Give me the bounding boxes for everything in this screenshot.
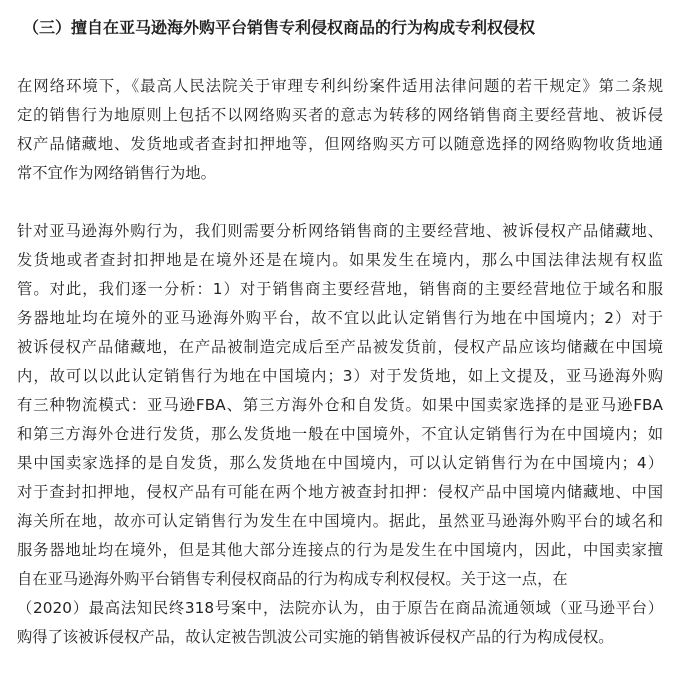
paragraph-line: 定的销售行为地原则上包括不以网络购买者的意志为转移的网络销售商主要经营地、被诉侵	[17, 106, 663, 124]
paragraph-line: 对于查封扣押地，侵权产品有可能在两个地方被查封扣押：侵权产品中国境内储藏地、中国	[17, 483, 663, 501]
paragraph-line: 自在亚马逊海外购平台销售专利侵权商品的行为构成专利权侵权。关于这一点，在	[17, 570, 568, 588]
paragraph-line: 内，故可以以此认定销售行为地在中国境内；3）对于发货地，如上文提及，亚马逊海外购	[17, 367, 663, 385]
paragraph-line: 购得了该被诉侵权产品，故认定被告凯波公司实施的销售被诉侵权产品的行为构成侵权。	[17, 628, 614, 646]
paragraph-line: 常不宜作为网络销售行为地。	[17, 164, 216, 182]
paragraph-line: 针对亚马逊海外购行为，我们则需要分析网络销售商的主要经营地、被诉侵权产品储藏地、	[17, 222, 663, 240]
paragraph-line: 果中国卖家选择的是自发货，那么发货地在中国境内，可以认定销售行为在中国境内；4）	[17, 454, 663, 472]
section-heading: （三）擅自在亚马逊海外购平台销售专利侵权商品的行为构成专利权侵权	[23, 18, 536, 37]
paragraph-line: 发货地或者查封扣押地是在境外还是在境内。如果发生在境内，那么中国法律法规有权监	[17, 251, 663, 269]
paragraph-line: 在网络环境下，《最高人民法院关于审理专利纠纷案件适用法律问题的若干规定》第二条规	[17, 77, 663, 95]
paragraph-line: 和第三方海外仓进行发货，那么发货地一般在中国境外，不宜认定销售行为在中国境内；如	[17, 425, 663, 443]
paragraph-line: 有三种物流模式：亚马逊FBA、第三方海外仓和自发货。如果中国卖家选择的是亚马逊FBA	[17, 396, 663, 414]
paragraph-line: 海关所在地，故亦可认定销售行为发生在中国境内。据此，虽然亚马逊海外购平台的域名和	[17, 512, 663, 530]
paragraph-line: 管。对此，我们逐一分析：1）对于销售商主要经营地，销售商的主要经营地位于域名和服	[17, 280, 663, 298]
paragraph-line: 服务器地址均在境外，但是其他大部分连接点的行为是发生在中国境内，因此，中国卖家擅	[17, 541, 663, 559]
paragraph-1	[17, 72, 663, 188]
paragraph-2	[17, 217, 663, 652]
paragraph-line: 权产品储藏地、发货地或者查封扣押地等，但网络购买方可以随意选择的网络购物收货地通	[17, 135, 663, 153]
paragraph-line: （2020）最高法知民终318号案中，法院亦认为，由于原告在商品流通领域（亚马逊平台）	[17, 599, 663, 617]
paragraph-line: 务器地址均在境外的亚马逊海外购平台，故不宜以此认定销售行为地在中国境内；2）对于	[17, 309, 663, 327]
paragraph-line: 被诉侵权产品储藏地，在产品被制造完成后至产品被发货前，侵权产品应该均储藏在中国境	[17, 338, 663, 356]
article	[17, 14, 663, 652]
